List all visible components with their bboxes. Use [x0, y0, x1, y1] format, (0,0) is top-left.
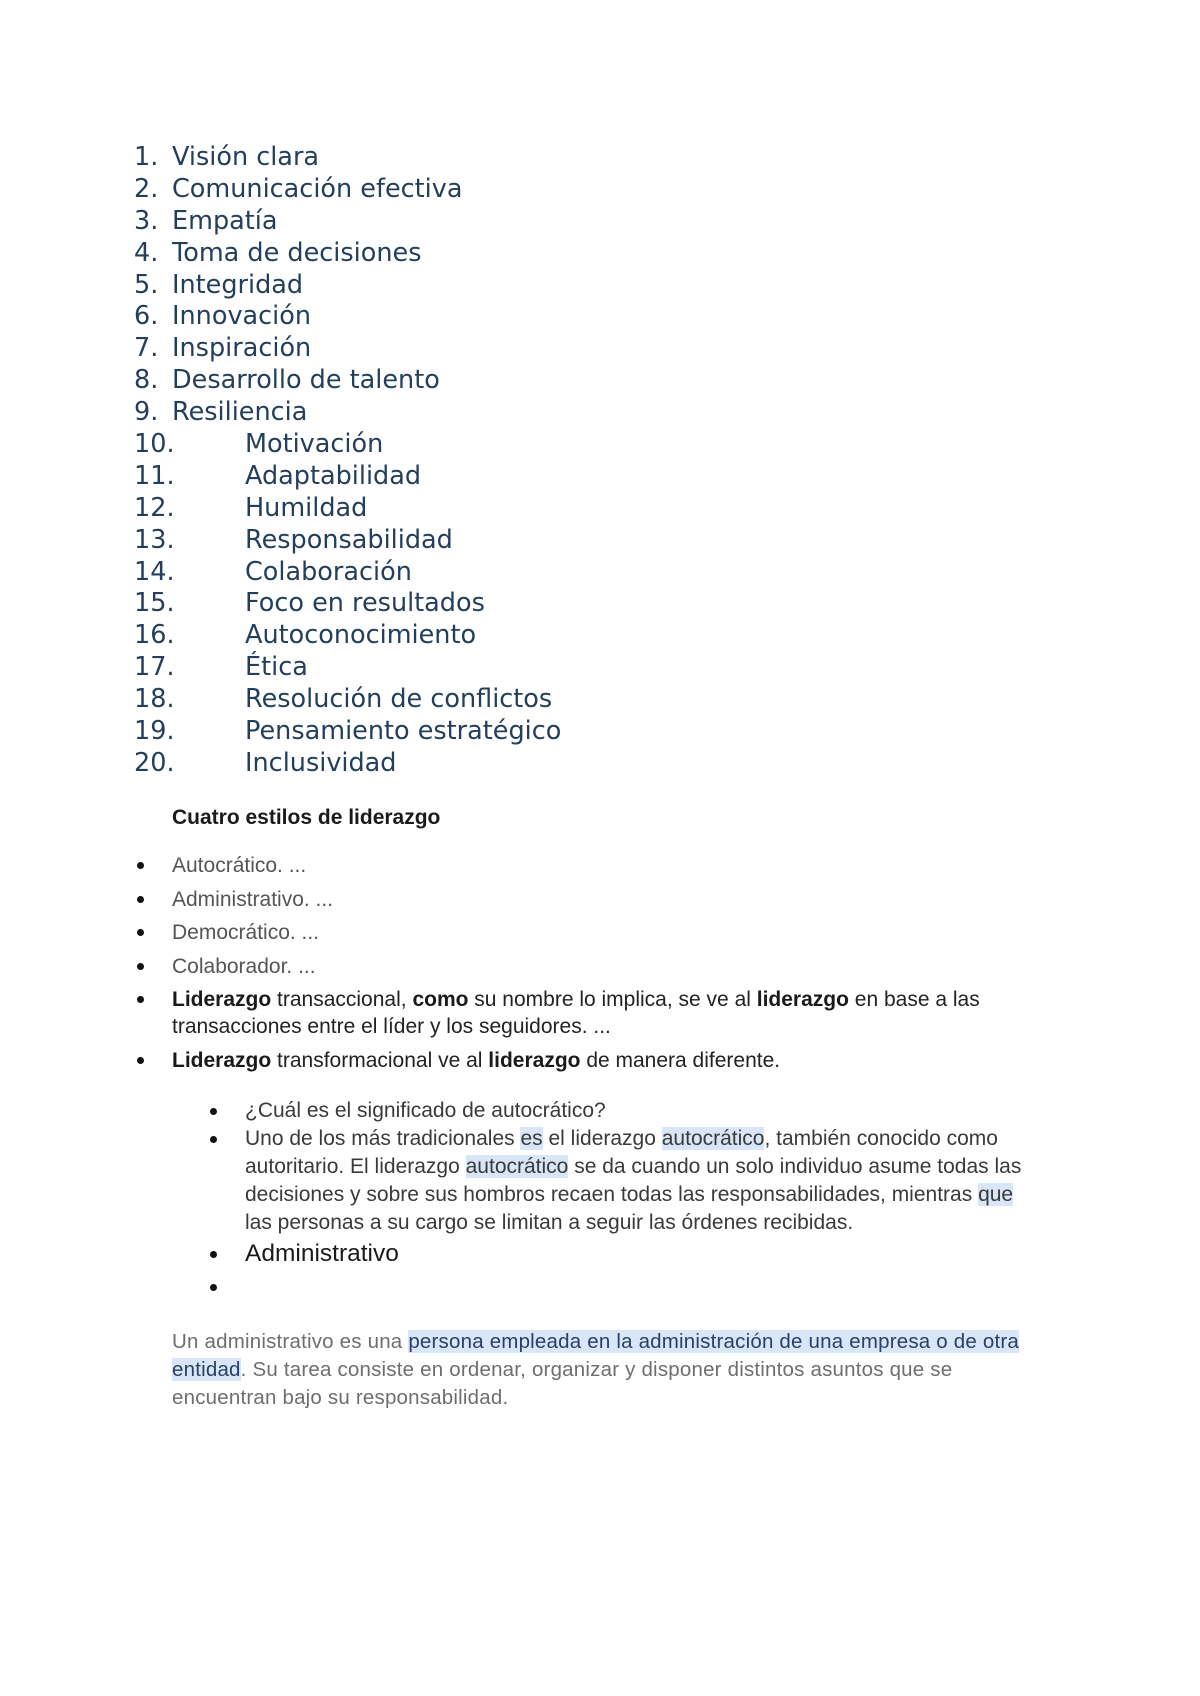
item-label: Visión clara — [172, 142, 320, 172]
item-number: 17. — [134, 652, 175, 683]
bullet-icon — [137, 896, 144, 903]
item-label: Humildad — [245, 492, 368, 523]
item-number: 12. — [134, 492, 175, 523]
item-number: 18. — [134, 684, 175, 715]
item-label: Foco en resultados — [245, 588, 485, 619]
numbered-item — [134, 206, 561, 238]
highlight: autocrático — [465, 1155, 569, 1178]
list-item: Autocrático. ... — [172, 852, 1032, 879]
item-label: Toma de decisiones — [172, 237, 422, 268]
item-label: Comunicación efectiva — [172, 173, 463, 204]
item-number: 20. — [134, 747, 175, 778]
item-label: Pensamiento estratégico — [245, 716, 562, 747]
item-number: 7. — [134, 333, 159, 364]
list-item: Democrático. ... — [172, 919, 1032, 946]
numbered-item — [134, 365, 561, 397]
item-label: Autoconocimiento — [245, 620, 477, 651]
numbered-item — [134, 238, 561, 270]
item-label: Ética — [245, 652, 308, 683]
item-number: 19. — [134, 716, 175, 747]
numbered-item — [134, 142, 561, 174]
item-number: 10. — [134, 429, 175, 460]
leadership-styles-list — [172, 852, 1032, 1080]
styles-heading: Cuatro estilos de liderazgo — [172, 806, 441, 829]
numbered-item — [134, 174, 561, 206]
bullet-icon — [210, 1108, 217, 1115]
bullet-icon — [137, 862, 144, 869]
item-number: 2. — [134, 173, 159, 204]
question-item: ¿Cuál es el significado de autocrático? — [245, 1097, 1035, 1125]
list-item-transaccional: Liderazgo transaccional, como su nombre lo implica, se ve al liderazgo en base a las transacciones entre el líder y los seguidores. ... — [172, 986, 1032, 1040]
answer-item: Uno de los más tradicionales es el liderazgo autocrático, también conocido como autoritario. El liderazgo autocrático se da cuando un solo individuo asume todas las decisiones y sobre sus hombros recaen todas las responsabilidades, mientras que las personas a su cargo se limitan a seguir las órdenes recibidas. — [245, 1125, 1035, 1237]
autocratic-sublist — [245, 1097, 1035, 1302]
admin-heading-item: Administrativo — [245, 1238, 1035, 1270]
item-number: 3. — [134, 205, 159, 236]
bullet-icon — [137, 996, 144, 1003]
list-item: Administrativo. ... — [172, 886, 1032, 913]
numbered-item — [134, 557, 561, 589]
numbered-item — [134, 333, 561, 365]
numbered-item — [134, 620, 561, 652]
item-label: Innovación — [172, 301, 312, 332]
numbered-item — [134, 397, 561, 429]
item-label: Inclusividad — [245, 747, 397, 778]
list-item-transformacional: Liderazgo transformacional ve al liderazgo de manera diferente. — [172, 1047, 1032, 1074]
admin-paragraph: Un administrativo es una persona empleada en la administración de una empresa o de otra entidad. Su tarea consiste en ordenar, organizar y disponer distintos asuntos que se encuentran bajo su responsabilidad. — [172, 1330, 1020, 1409]
item-label: Resiliencia — [172, 397, 308, 428]
item-number: 9. — [134, 397, 159, 428]
numbered-item — [134, 652, 561, 684]
numbered-item — [134, 301, 561, 333]
item-number: 1. — [134, 142, 159, 172]
item-number: 6. — [134, 301, 159, 332]
item-label: Adaptabilidad — [245, 460, 422, 491]
leadership-qualities-list — [134, 142, 561, 780]
numbered-item — [134, 429, 561, 461]
numbered-item — [134, 461, 561, 493]
numbered-item — [134, 270, 561, 302]
highlight: persona empleada en la administración de una empresa o de otra entidad — [172, 1330, 1020, 1381]
bullet-icon — [210, 1284, 217, 1291]
item-label: Responsabilidad — [245, 524, 453, 555]
numbered-item — [134, 588, 561, 620]
item-number: 15. — [134, 588, 175, 619]
item-number: 11. — [134, 460, 175, 491]
item-label: Colaboración — [245, 556, 412, 587]
item-number: 13. — [134, 524, 175, 555]
bullet-icon — [210, 1136, 217, 1143]
item-label: Inspiración — [172, 333, 312, 364]
empty-bullet-item — [245, 1270, 1035, 1302]
item-label: Motivación — [245, 429, 384, 460]
bullet-icon — [137, 963, 144, 970]
numbered-item — [134, 493, 561, 525]
numbered-item — [134, 748, 561, 780]
highlight: autocrático — [661, 1127, 765, 1150]
item-label: Empatía — [172, 205, 278, 236]
item-label: Desarrollo de talento — [172, 365, 440, 396]
item-label: Resolución de conflictos — [245, 684, 553, 715]
item-number: 8. — [134, 365, 159, 396]
item-number: 16. — [134, 620, 175, 651]
numbered-item — [134, 684, 561, 716]
numbered-item — [134, 716, 561, 748]
numbered-item — [134, 525, 561, 557]
item-number: 5. — [134, 269, 159, 300]
bullet-icon — [137, 929, 144, 936]
highlight: es — [520, 1127, 543, 1150]
list-item: Colaborador. ... — [172, 953, 1032, 980]
bullet-icon — [210, 1251, 217, 1258]
item-number: 4. — [134, 237, 159, 268]
item-label: Integridad — [172, 269, 304, 300]
item-number: 14. — [134, 556, 175, 587]
bullet-icon — [137, 1057, 144, 1064]
highlight: que — [978, 1183, 1014, 1206]
